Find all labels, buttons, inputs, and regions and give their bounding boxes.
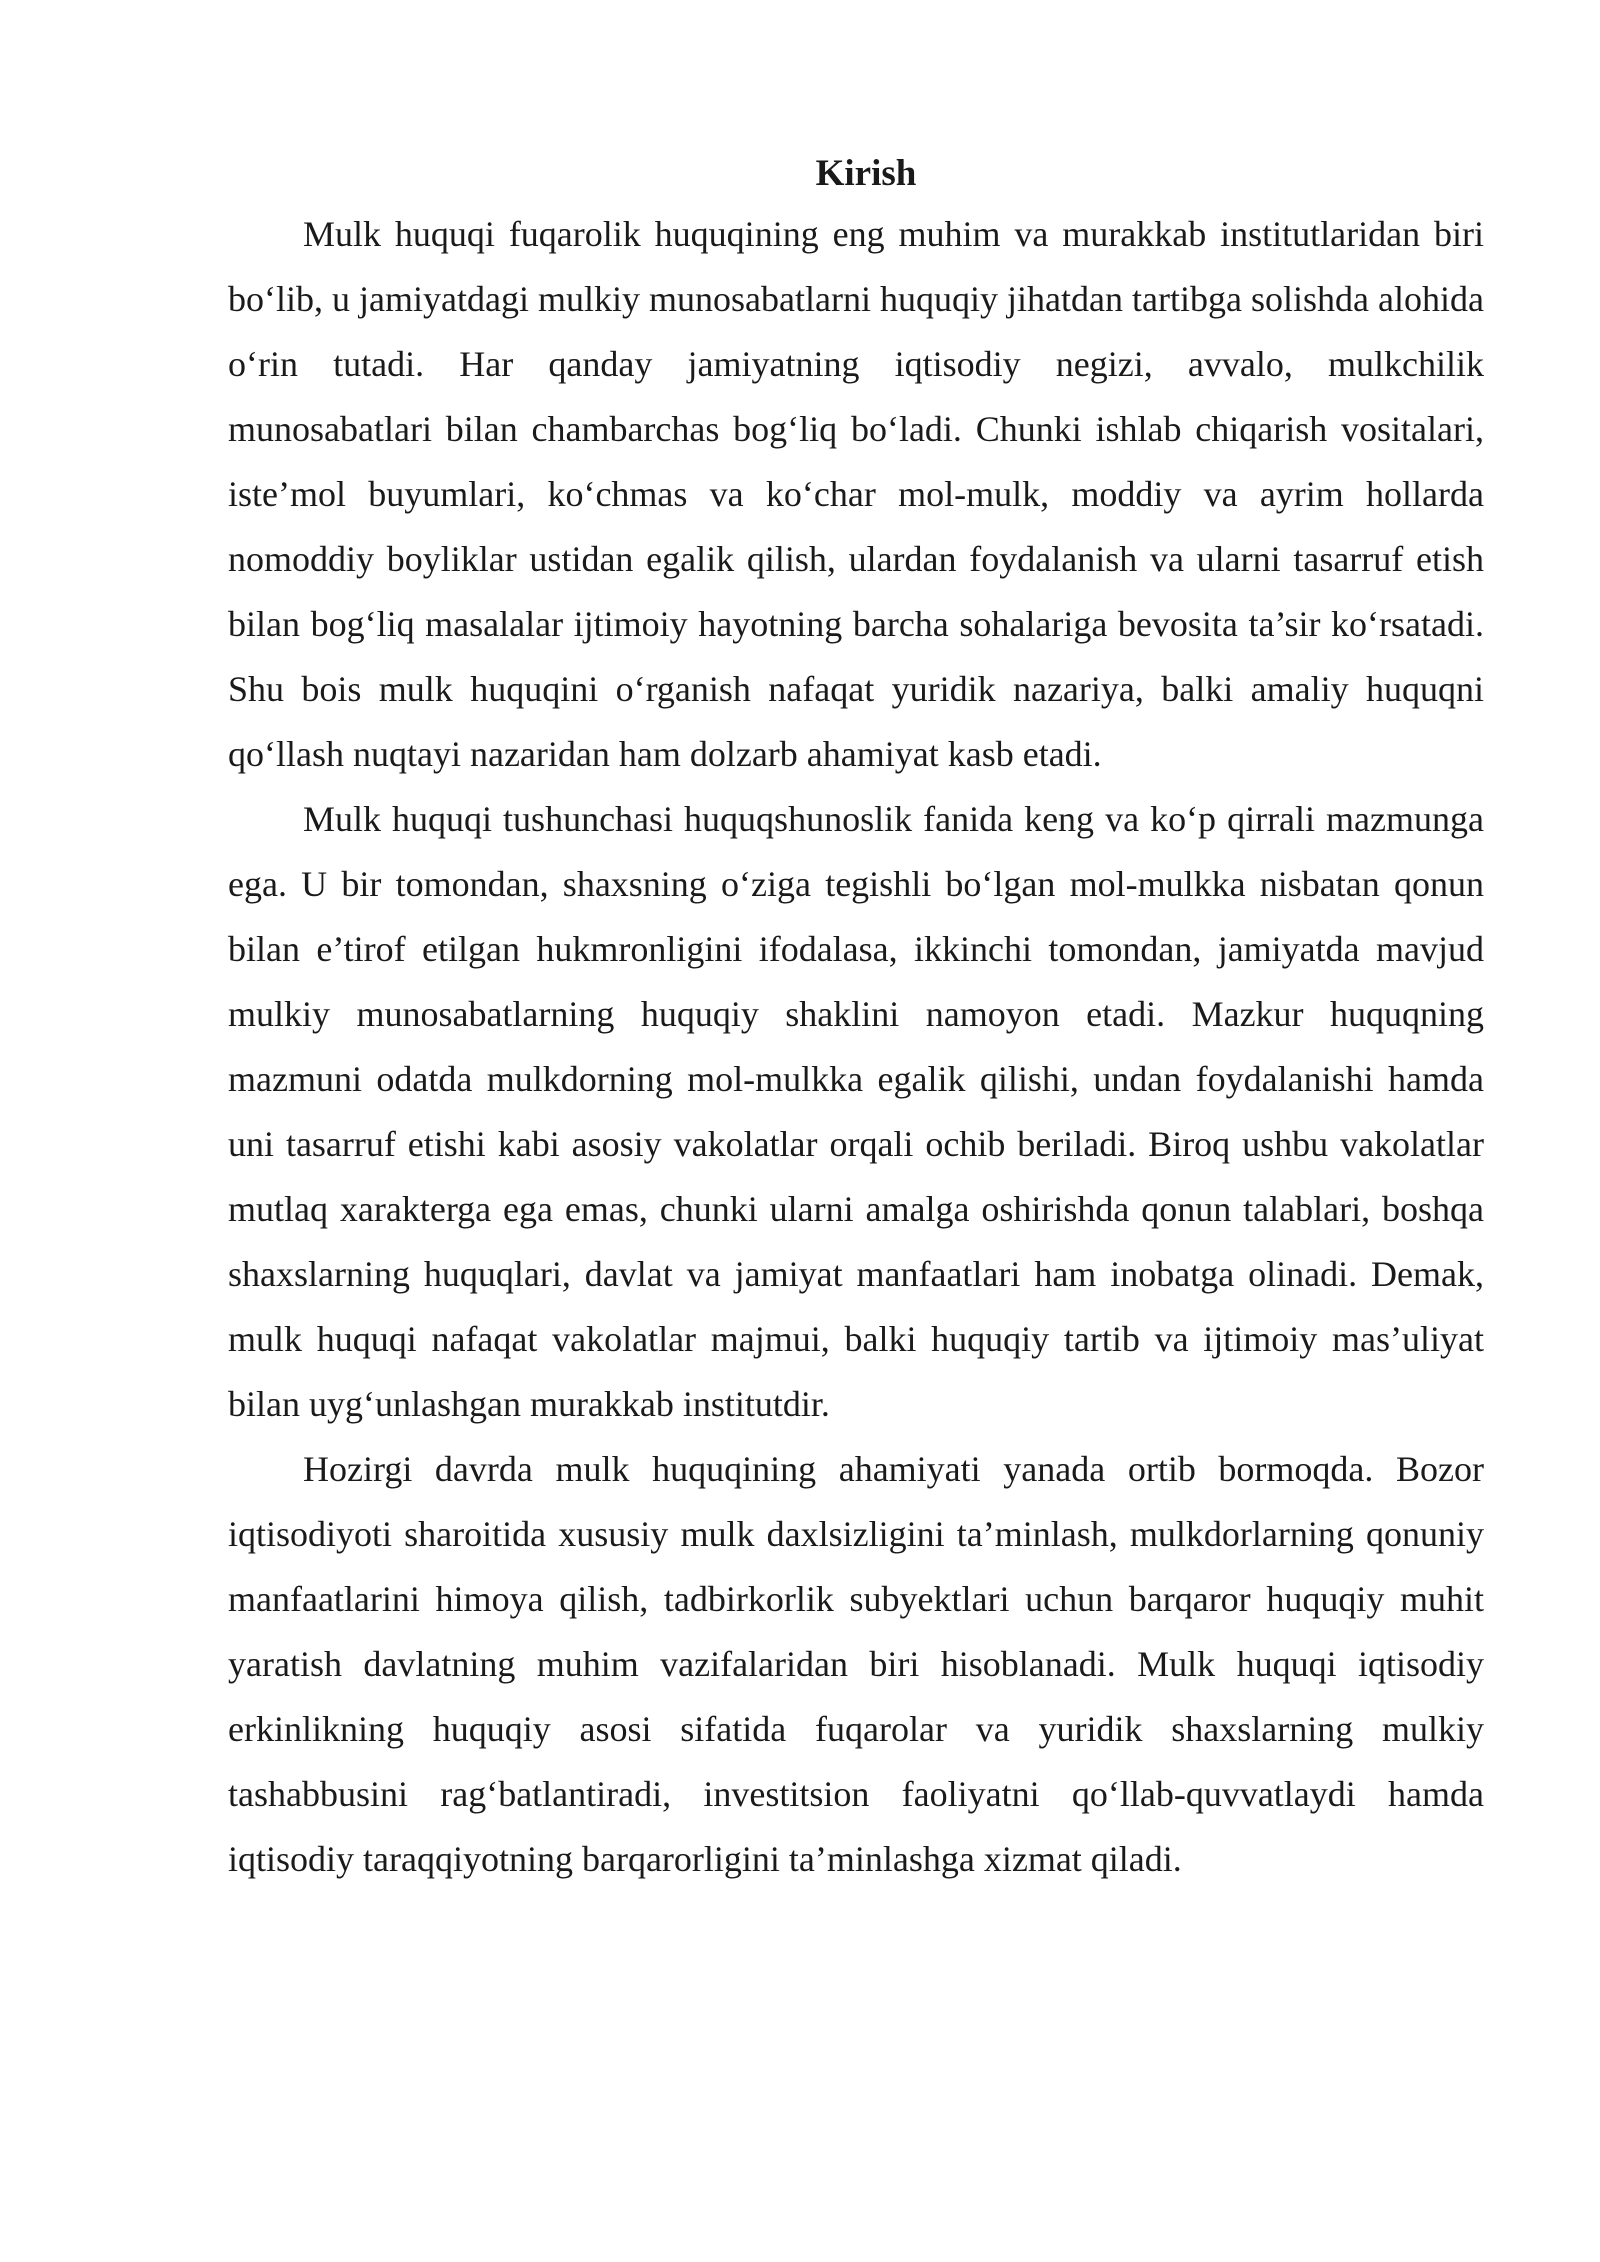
document-body — [228, 148, 1484, 1892]
paragraph: Mulk huquqi fuqarolik huquqining eng muhim va murakkab institutlaridan biri bo‘lib, u jamiyatdagi mulkiy munosabatlarni huquqiy jihatdan tartibga solishda alohida o‘rin tutadi. Har qanday jamiyatning iqtisodiy negizi, avvalo, mulkchilik munosabatlari bilan chambarchas bog‘liq bo‘ladi. Chunki ishlab chiqarish vositalari, iste’mol buyumlari, ko‘chmas va ko‘char mol-mulk, moddiy va ayrim hollarda nomoddiy boyliklar ustidan egalik qilish, ulardan foydalanish va ularni tasarruf etish bilan bog‘liq masalalar ijtimoiy hayotning barcha sohalariga bevosita ta’sir ko‘rsatadi. Shu bois mulk huquqini o‘rganish nafaqat yuridik nazariya, balki amaliy huquqni qo‘llash nuqtayi nazaridan ham dolzarb ahamiyat kasb etadi. — [228, 214, 1484, 774]
page-title: Kirish — [815, 153, 917, 194]
paragraph: Hozirgi davrda mulk huquqining ahamiyati yanada ortib bormoqda. Bozor iqtisodiyoti sharoitida xususiy mulk daxlsizligini ta’minlash, mulkdorlarning qonuniy manfaatlarini himoya qilish, tadbirkorlik subyektlari uchun barqaror huquqiy muhit yaratish davlatning muhim vazifalaridan biri hisoblanadi. Mulk huquqi iqtisodiy erkinlikning huquqiy asosi sifatida fuqarolar va yuridik shaxslarning mulkiy tashabbusini rag‘batlantiradi, investitsion faoliyatni qo‘llab-quvvatlaydi hamda iqtisodiy taraqqiyotning barqarorligini ta’minlashga xizmat qiladi. — [228, 1449, 1484, 1879]
paragraph: Mulk huquqi tushunchasi huquqshunoslik fanida keng va ko‘p qirrali mazmunga ega. U bir tomondan, shaxsning o‘ziga tegishli bo‘lgan mol-mulkka nisbatan qonun bilan e’tirof etilgan hukmronligini ifodalasa, ikkinchi tomondan, jamiyatda mavjud mulkiy munosabatlarning huquqiy shaklini namoyon etadi. Mazkur huquqning mazmuni odatda mulkdorning mol-mulkka egalik qilishi, undan foydalanishi hamda uni tasarruf etishi kabi asosiy vakolatlar orqali ochib beriladi. Biroq ushbu vakolatlar mutlaq xarakterga ega emas, chunki ularni amalga oshirishda qonun talablari, boshqa shaxslarning huquqlari, davlat va jamiyat manfaatlari ham inobatga olinadi. Demak, mulk huquqi nafaqat vakolatlar majmui, balki huquqiy tartib va ijtimoiy mas’uliyat bilan uyg‘unlashgan murakkab institutdir. — [228, 799, 1484, 1424]
